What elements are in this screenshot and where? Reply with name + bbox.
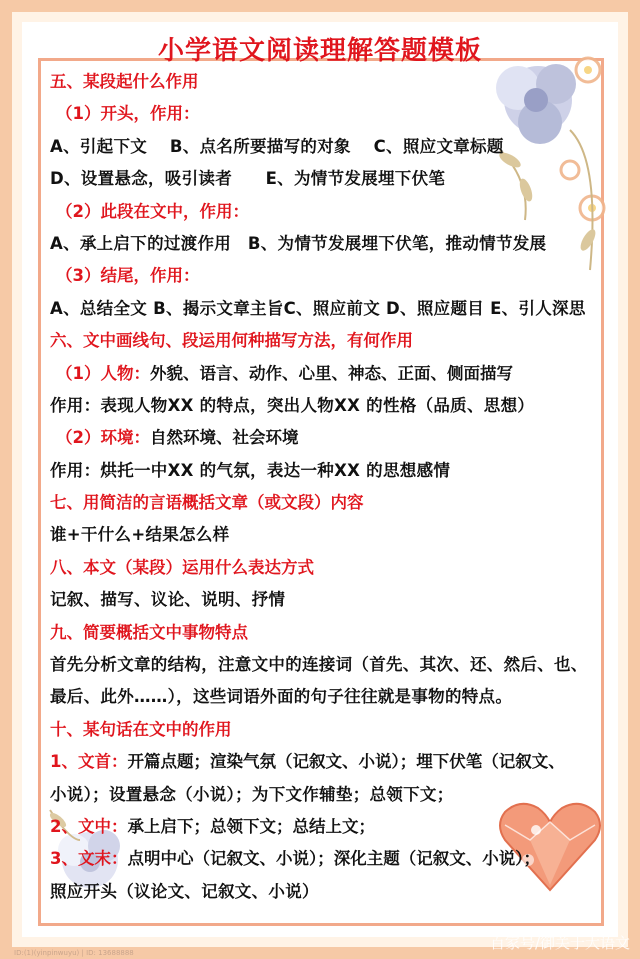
- footer-tiny-text: ID:(1)(yinpinwuyu) | ID: 13688888: [14, 949, 134, 957]
- section-5-item-2-line-1: A、承上启下的过渡作用 B、为情节发展埋下伏笔，推动情节发展: [50, 233, 547, 253]
- section-7-heading: 七、用简洁的言语概括文章（或文段）内容: [50, 493, 364, 513]
- section-5-item-3-line-1: A、总结全文 B、揭示文章主旨C、照应前文 D、照应题目 E、引人深思: [50, 298, 586, 318]
- section-10-item-3-label: 3、文末：: [50, 849, 128, 869]
- section-9-heading: 九、简要概括文中事物特点: [50, 622, 248, 642]
- section-6-item-2-text: 自然环境、社会环境: [149, 428, 299, 448]
- section-10-item-2: [50, 811, 636, 843]
- section-5-item-3-label: （3）结尾，作用：: [56, 266, 200, 286]
- section-9-line-2: 最后、此外……），这些词语外面的句子往往就是事物的特点。: [50, 687, 513, 707]
- section-5-item-1-label: （1）开头，作用：: [56, 104, 200, 124]
- section-5-heading: 五、某段起什么作用: [50, 72, 199, 91]
- section-5-item-1-line-1: A、引起下文 B、点名所要描写的对象 C、照应文章标题: [50, 136, 504, 156]
- section-10-item-2-line-1: 承上启下；总领下文；总结上文；: [127, 816, 375, 836]
- section-6-item-2-effect: 作用：烘托一中XX 的气氛，表达一种XX 的思想感情: [50, 460, 451, 480]
- watermark: 百家号/御关于大语文: [489, 934, 630, 952]
- section-8-heading: 八、本文（某段）运用什么表达方式: [50, 557, 314, 577]
- section-6-item-1: [50, 358, 636, 390]
- section-8-text: 记叙、描写、议论、说明、抒情: [50, 590, 286, 610]
- section-10-heading: 十、某句话在文中的作用: [50, 719, 232, 739]
- content: [50, 66, 636, 908]
- section-10-item-1-line-1: 开篇点题；渲染气氛（记叙文、小说）；埋下伏笔（记叙文、: [127, 752, 565, 772]
- section-10-item-3-line-1: 点明中心（记叙文、小说）；深化主题（记叙文、小说）；: [127, 849, 540, 869]
- section-5-item-1-line-2: D、设置悬念，吸引读者 E、为情节发展埋下伏笔: [50, 169, 446, 189]
- section-10-item-1-line-2: 小说）；设置悬念（小说）；为下文作辅垫；总领下文；: [50, 784, 454, 804]
- section-6-item-1-label: （1）人物：: [56, 363, 150, 383]
- section-7-text: 谁+干什么+结果怎么样: [50, 525, 230, 545]
- section-6-item-2: [50, 422, 636, 454]
- section-10-item-1-label: 1、文首：: [50, 752, 128, 772]
- section-10-item-3: [50, 843, 636, 875]
- section-6-heading: 六、文中画线句、段运用何种描写方法，有何作用: [50, 331, 413, 351]
- page-title: 小学语文阅读理解答题模板: [157, 36, 482, 66]
- section-10-item-1: [50, 746, 636, 778]
- section-6-item-2-label: （2）环境：: [56, 428, 150, 448]
- section-10-item-3-line-2: 照应开头（议论文、记叙文、小说）: [50, 881, 319, 901]
- section-9-line-1: 首先分析文章的结构，注意文中的连接词（首先、其次、还、然后、也、: [50, 655, 588, 675]
- section-6-item-1-text: 外貌、语言、动作、心里、神态、正面、侧面描写: [149, 363, 513, 383]
- section-10-item-2-label: 2、文中：: [50, 816, 128, 836]
- section-6-item-1-effect: 作用：表现人物XX 的特点，突出人物XX 的性格（品质、思想）: [50, 395, 535, 415]
- section-5-item-2-label: （2）此段在文中，作用：: [56, 201, 249, 221]
